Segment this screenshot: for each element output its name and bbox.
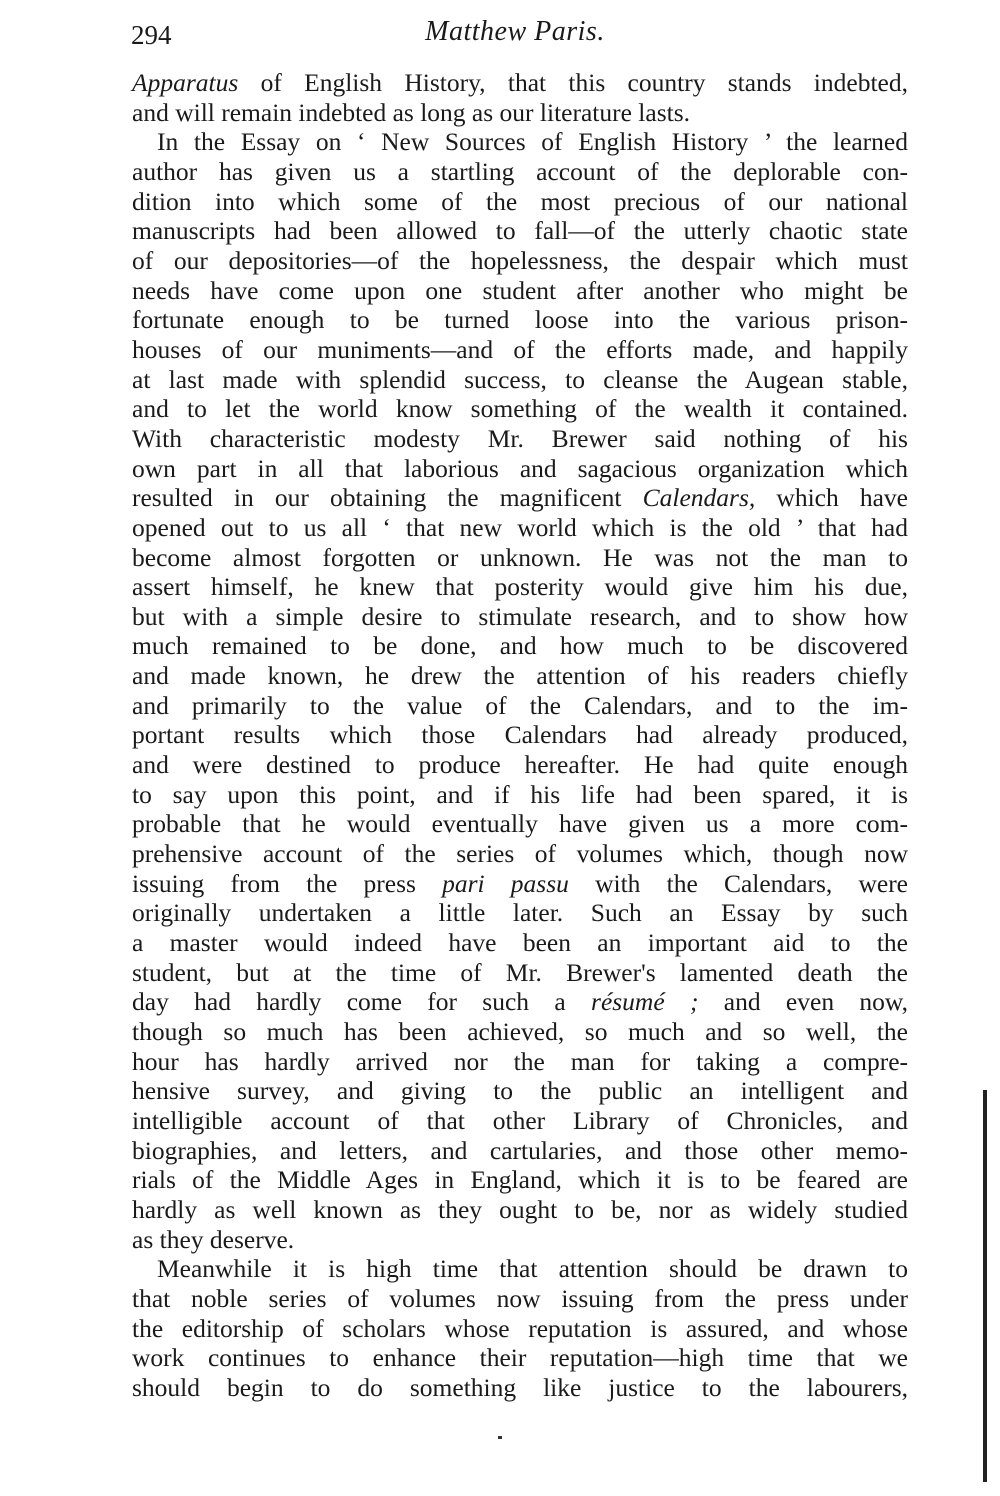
text-segment: and made known, he drew the attention of his readers chiefly <box>132 661 908 691</box>
text-line <box>132 1284 908 1314</box>
text-segment: originally undertaken a little later. Such an Essay by such <box>132 898 908 928</box>
text-line <box>132 1343 908 1373</box>
text-line <box>132 898 908 928</box>
text-segment: and were destined to produce hereafter. He had quite enough <box>132 750 908 780</box>
text-segment: day had hardly come for such a <box>132 987 592 1017</box>
text-line <box>132 543 908 573</box>
text-line <box>132 750 908 780</box>
text-line <box>132 1165 908 1195</box>
text-line <box>132 513 908 543</box>
text-segment: biographies, and letters, and cartularies, and those other memo- <box>132 1135 908 1165</box>
text-line <box>132 691 908 721</box>
text-line <box>132 276 908 306</box>
text-line <box>132 987 908 1017</box>
text-line <box>132 809 908 839</box>
text-segment: and even now, <box>698 987 909 1017</box>
text-line <box>132 424 908 454</box>
text-segment: a master would indeed have been an important aid to the <box>132 928 908 958</box>
text-line <box>132 1373 908 1403</box>
text-segment: intelligible account of that other Library of Chronicles, and <box>132 1105 908 1135</box>
text-line <box>132 1254 908 1284</box>
text-line <box>132 365 908 395</box>
italic-text: pari passu <box>442 868 569 898</box>
italic-text: Apparatus <box>132 68 239 97</box>
text-line <box>132 839 908 869</box>
italic-text: Calendars, <box>642 483 756 513</box>
text-segment: manuscripts had been allowed to fall—of the utterly chaotic state <box>132 216 908 246</box>
text-segment: houses of our muniments—and of the efforts made, and happily <box>132 334 908 364</box>
text-line <box>132 572 908 602</box>
text-segment: author has given us a startling account of the deplorable con- <box>132 156 908 186</box>
text-segment: that noble series of volumes now issuing from the press under <box>132 1283 908 1313</box>
text-line <box>132 483 908 513</box>
text-line <box>132 661 908 691</box>
text-segment: In the Essay on ‘ New Sources of English History ’ the learned <box>157 127 908 157</box>
text-segment: Meanwhile it is high time that attention should be drawn to <box>157 1254 908 1284</box>
text-segment: become almost forgotten or unknown. He was not the man to <box>132 542 908 572</box>
text-segment: as they deserve. <box>132 1224 295 1254</box>
text-line <box>132 958 908 988</box>
text-line <box>132 187 908 217</box>
text-line <box>132 157 908 187</box>
text-segment: of English History, that this country stands indebted, <box>238 68 908 97</box>
text-segment: and primarily to the value of the Calendars, and to the im- <box>132 690 908 720</box>
body-text <box>132 68 908 1403</box>
text-segment: rials of the Middle Ages in England, which it is to be feared are <box>132 1165 908 1195</box>
text-segment: prehensive account of the series of volumes which, though now <box>132 839 908 869</box>
running-title: Matthew Paris. <box>425 16 605 47</box>
text-segment: with the Calendars, were <box>568 868 909 898</box>
text-segment: which have <box>755 483 908 513</box>
text-line <box>132 454 908 484</box>
text-segment: resulted in our obtaining the magnificent <box>132 483 643 513</box>
text-line <box>132 335 908 365</box>
text-segment: fortunate enough to be turned loose into the various prison- <box>132 305 908 335</box>
text-segment: opened out to us all ‘ that new world which is the old ’ that had <box>132 512 908 542</box>
text-line <box>132 602 908 632</box>
text-line <box>132 394 908 424</box>
text-line <box>132 216 908 246</box>
text-segment: and will remain indebted as long as our literature lasts. <box>132 97 691 127</box>
text-segment: the editorship of scholars whose reputation is assured, and whose <box>132 1313 908 1343</box>
text-segment: portant results which those Calendars had already produced, <box>132 720 908 750</box>
text-line <box>132 1017 908 1047</box>
text-segment: issuing from the press <box>132 868 443 898</box>
text-line <box>132 780 908 810</box>
text-line <box>132 127 908 157</box>
text-segment: hardly as well known as they ought to be, nor as widely studied <box>132 1194 908 1224</box>
scan-dot-mark <box>498 1436 502 1439</box>
text-line <box>132 246 908 276</box>
text-line <box>132 869 908 899</box>
text-line <box>132 1225 908 1255</box>
text-segment: to say upon this point, and if his life had been spared, it is <box>132 779 908 809</box>
text-segment: With characteristic modesty Mr. Brewer said nothing of his <box>132 423 908 453</box>
italic-text: résumé ; <box>591 987 699 1017</box>
scan-edge-mark <box>983 1090 987 1482</box>
text-segment: needs have come upon one student after another who might be <box>132 275 908 305</box>
text-line <box>132 68 908 98</box>
text-segment: assert himself, he knew that posterity would give him his due, <box>132 572 908 602</box>
text-line <box>132 98 908 128</box>
text-segment: should begin to do something like justice to the labourers, <box>132 1372 908 1402</box>
text-line <box>132 928 908 958</box>
text-line <box>132 1076 908 1106</box>
text-segment: student, but at the time of Mr. Brewer's lamented death the <box>132 957 908 987</box>
text-segment: of our depositories—of the hopelessness, the despair which must <box>132 245 908 275</box>
page-number: 294 <box>131 20 172 50</box>
text-line <box>132 1106 908 1136</box>
text-segment: at last made with splendid success, to cleanse the Augean stable, <box>132 364 908 394</box>
text-segment: hensive survey, and giving to the public an intelligent and <box>132 1076 908 1106</box>
text-segment: much remained to be done, and how much to be discovered <box>132 631 908 661</box>
text-segment: probable that he would eventually have given us a more com- <box>132 809 908 839</box>
text-segment: hour has hardly arrived nor the man for taking a compre- <box>132 1046 908 1076</box>
text-line <box>132 631 908 661</box>
text-segment: but with a simple desire to stimulate research, and to show how <box>132 601 908 631</box>
text-line <box>132 1047 908 1077</box>
text-segment: own part in all that laborious and sagacious organization which <box>132 453 908 483</box>
text-line <box>132 1136 908 1166</box>
text-segment: dition into which some of the most precious of our national <box>132 186 908 216</box>
text-segment: and to let the world know something of the wealth it contained. <box>132 394 908 424</box>
text-segment: work continues to enhance their reputation—high time that we <box>132 1343 908 1373</box>
text-line <box>132 305 908 335</box>
text-line <box>132 1195 908 1225</box>
text-line <box>132 720 908 750</box>
text-line <box>132 1314 908 1344</box>
text-segment: though so much has been achieved, so much and so well, the <box>132 1017 908 1046</box>
